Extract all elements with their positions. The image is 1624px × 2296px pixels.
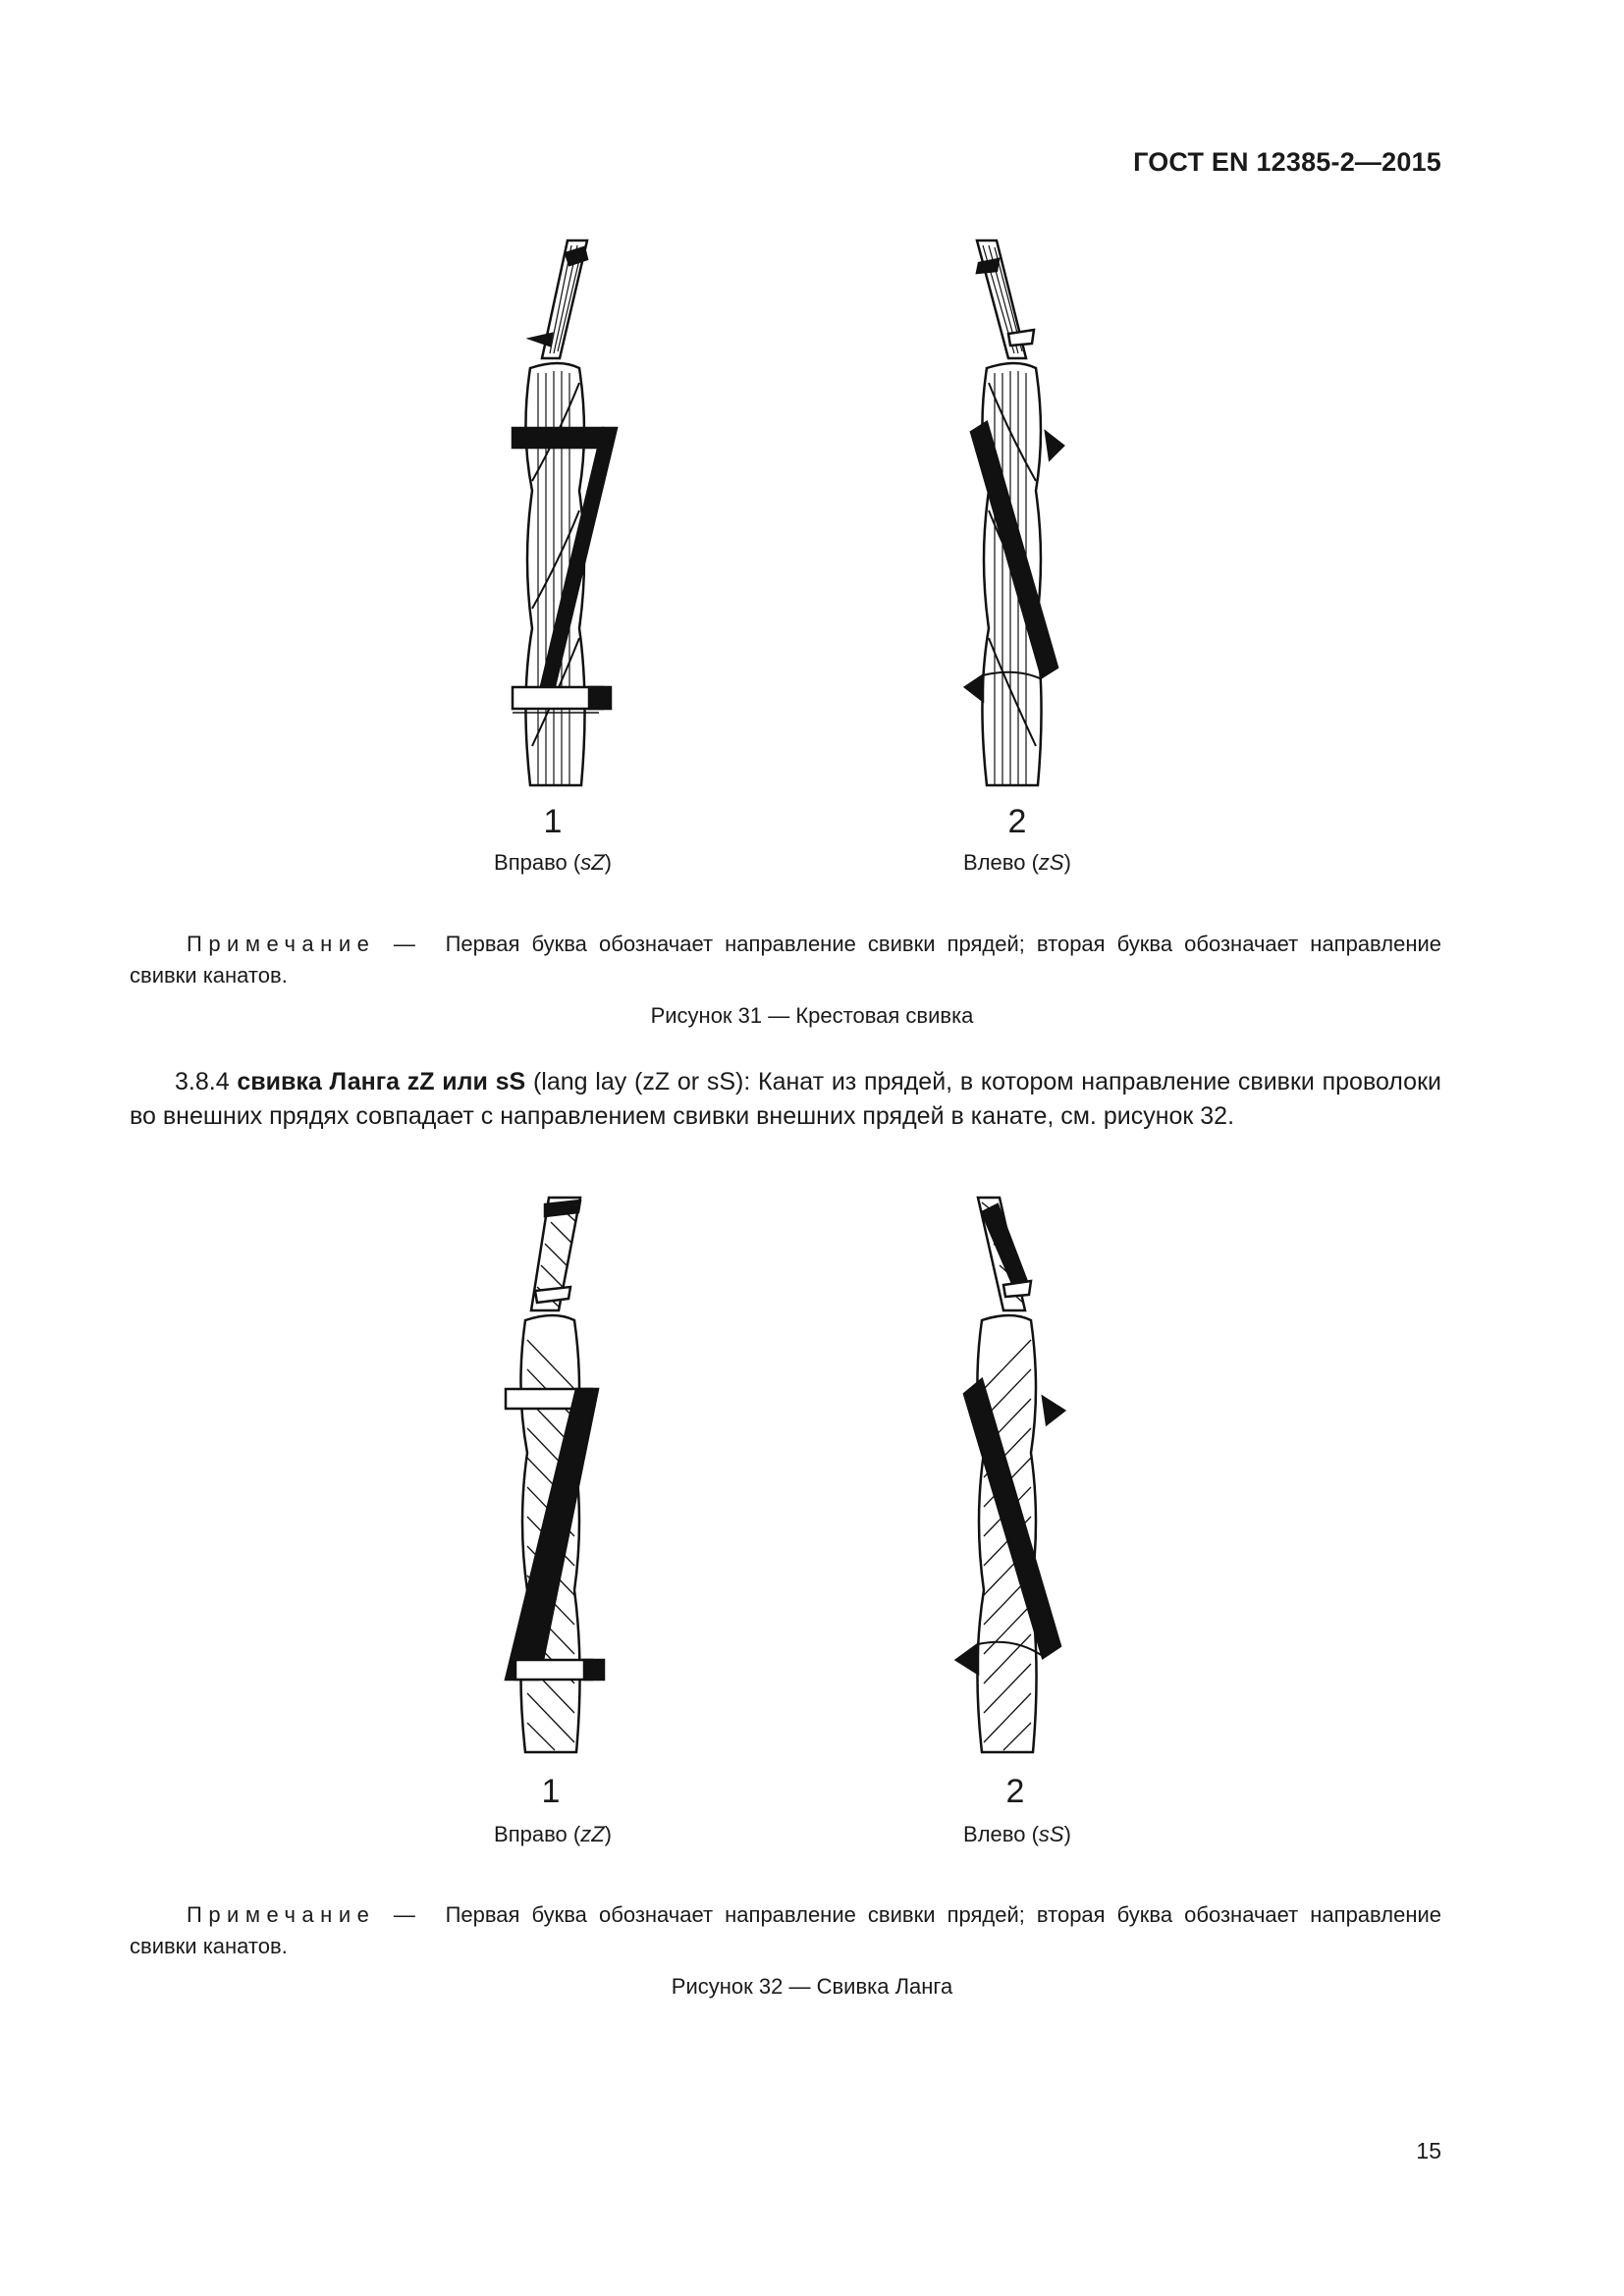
figure-32-rope-2-illustration	[943, 1193, 1080, 1762]
figure-32-rope-1-illustration	[486, 1193, 623, 1762]
figure-31-item-1-number: 1	[543, 803, 563, 840]
figure-31-rope-2-illustration	[947, 236, 1085, 795]
figure-32-item-2-number: 2	[1005, 1773, 1025, 1810]
section-term-english: (lang lay (zZ or sS):	[532, 1068, 751, 1095]
section-3-8-4-paragraph: 3.8.4 свивка Ланга zZ или sS (lang lay (zZ or sS): Канат из прядей, в котором направление свивки проволоки во внешних прядях совпадает с направлением свивки внешних прядей в канате, см. рисунок 32.	[130, 1068, 1441, 1130]
figure-32-item-1-number: 1	[541, 1773, 561, 1810]
section-definition: Канат из прядей, в котором направление свивки проволоки во внешних прядях совпадает с направлением свивки внешних прядей в канате, см. рисунок 32.	[130, 1068, 1441, 1130]
figure-31-item-2-caption: Влево (zS)	[963, 850, 1071, 875]
document-header: ГОСТ EN 12385-2—2015	[1133, 147, 1441, 177]
figure-31-item-2-number: 2	[1007, 803, 1027, 840]
figure-32-item-1-caption: Вправо (zZ)	[494, 1822, 612, 1846]
figure-31-item-1-caption: Вправо (sZ)	[494, 850, 612, 875]
section-term: свивка Ланга zZ или sS	[237, 1068, 526, 1095]
figure-32-note: Примечание — Первая буква обозначает направление свивки прядей; вторая буква обозначает направление свивки канатов.	[130, 1902, 1441, 1958]
figure-31-rope-1-illustration	[491, 236, 628, 795]
figure-31-note: Примечание — Первая буква обозначает направление свивки прядей; вторая буква обозначает направление свивки канатов.	[130, 932, 1441, 988]
figure-32-item-2-caption: Влево (sS)	[963, 1822, 1071, 1846]
figure-31-title: Рисунок 31 — Крестовая свивка	[650, 1003, 974, 1028]
figure-32-title: Рисунок 32 — Свивка Ланга	[671, 1974, 953, 1999]
page-number: 15	[1416, 2138, 1441, 2163]
